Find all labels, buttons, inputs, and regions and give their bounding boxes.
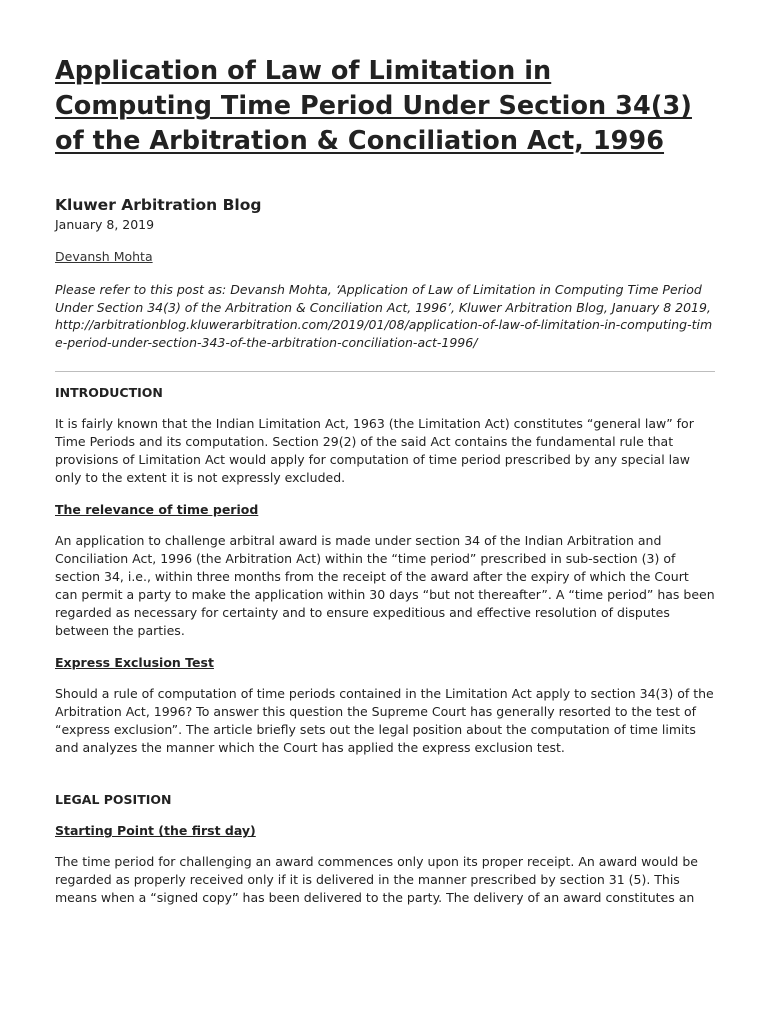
article — [55, 54, 715, 907]
heading-relevance: The relevance of time period — [55, 502, 259, 518]
citation-url: http://arbitrationblog.kluwerarbitration.com/2019/01/08/application-of-law-of-limitation-in-computing-time-period-under-section-343-of-the-arbitration-conciliation-act-1996/ — [55, 317, 713, 350]
divider — [55, 371, 715, 372]
author-line — [55, 249, 715, 265]
paragraph-relevance: An application to challenge arbitral award is made under section 34 of the Indian Arbitration and Conciliation Act, 1996 (the Arbitration Act) within the “time period” prescribed in sub-section (3) of section 34, i.e., within three months from the receipt of the award after the expiry of which the Court can permit a party to make the application within 30 days “but not thereafter”. A “time period” has been regarded as necessary for certainty and to ensure expeditious and effective resolution of disputes between the parties. — [55, 533, 715, 639]
citation-note — [55, 281, 715, 351]
article-title: Application of Law of Limitation in Computing Time Period Under Section 34(3) of the Arbitration & Conciliation Act, 1996 — [55, 56, 692, 156]
publish-date: January 8, 2019 — [55, 217, 155, 232]
citation-text: Please refer to this post as: Devansh Mohta, ‘Application of Law of Limitation in Computing Time Period Under Section 34(3) of the Arbitration & Conciliation Act, 1996’, Kluwer Arbitration Blog, January 8 2019, — [55, 282, 711, 315]
section-spacer — [55, 757, 715, 779]
heading-introduction: INTRODUCTION — [55, 385, 163, 401]
blog-name: Kluwer Arbitration Blog — [55, 196, 262, 214]
paragraph-introduction: It is fairly known that the Indian Limitation Act, 1963 (the Limitation Act) constitutes “general law” for Time Periods and its computation. Section 29(2) of the said Act contains the fundamental rule that provisions of Limitation Act would apply for computation of time period prescribed by any special law only to the extent it is not expressly excluded. — [55, 416, 694, 486]
paragraph-starting-point: The time period for challenging an award commences only upon its proper receipt. An award would be regarded as properly received only if it is delivered in the manner prescribed by section 31 (5). This means when a “signed copy” has been delivered to the party. The delivery of an award constitutes an — [55, 854, 698, 906]
heading-starting-point: Starting Point (the first day) — [55, 823, 256, 839]
author-link[interactable]: Devansh Mohta — [55, 249, 153, 264]
paragraph-express-exclusion: Should a rule of computation of time periods contained in the Limitation Act apply to section 34(3) of the Arbitration Act, 1996? To answer this question the Supreme Court has generally resorted to the test of “express exclusion”. The article briefly sets out the legal position about the computation of time limits and analyzes the manner which the Court has applied the express exclusion test. — [55, 686, 714, 756]
heading-express-exclusion: Express Exclusion Test — [55, 655, 214, 671]
heading-legal-position: LEGAL POSITION — [55, 792, 172, 808]
